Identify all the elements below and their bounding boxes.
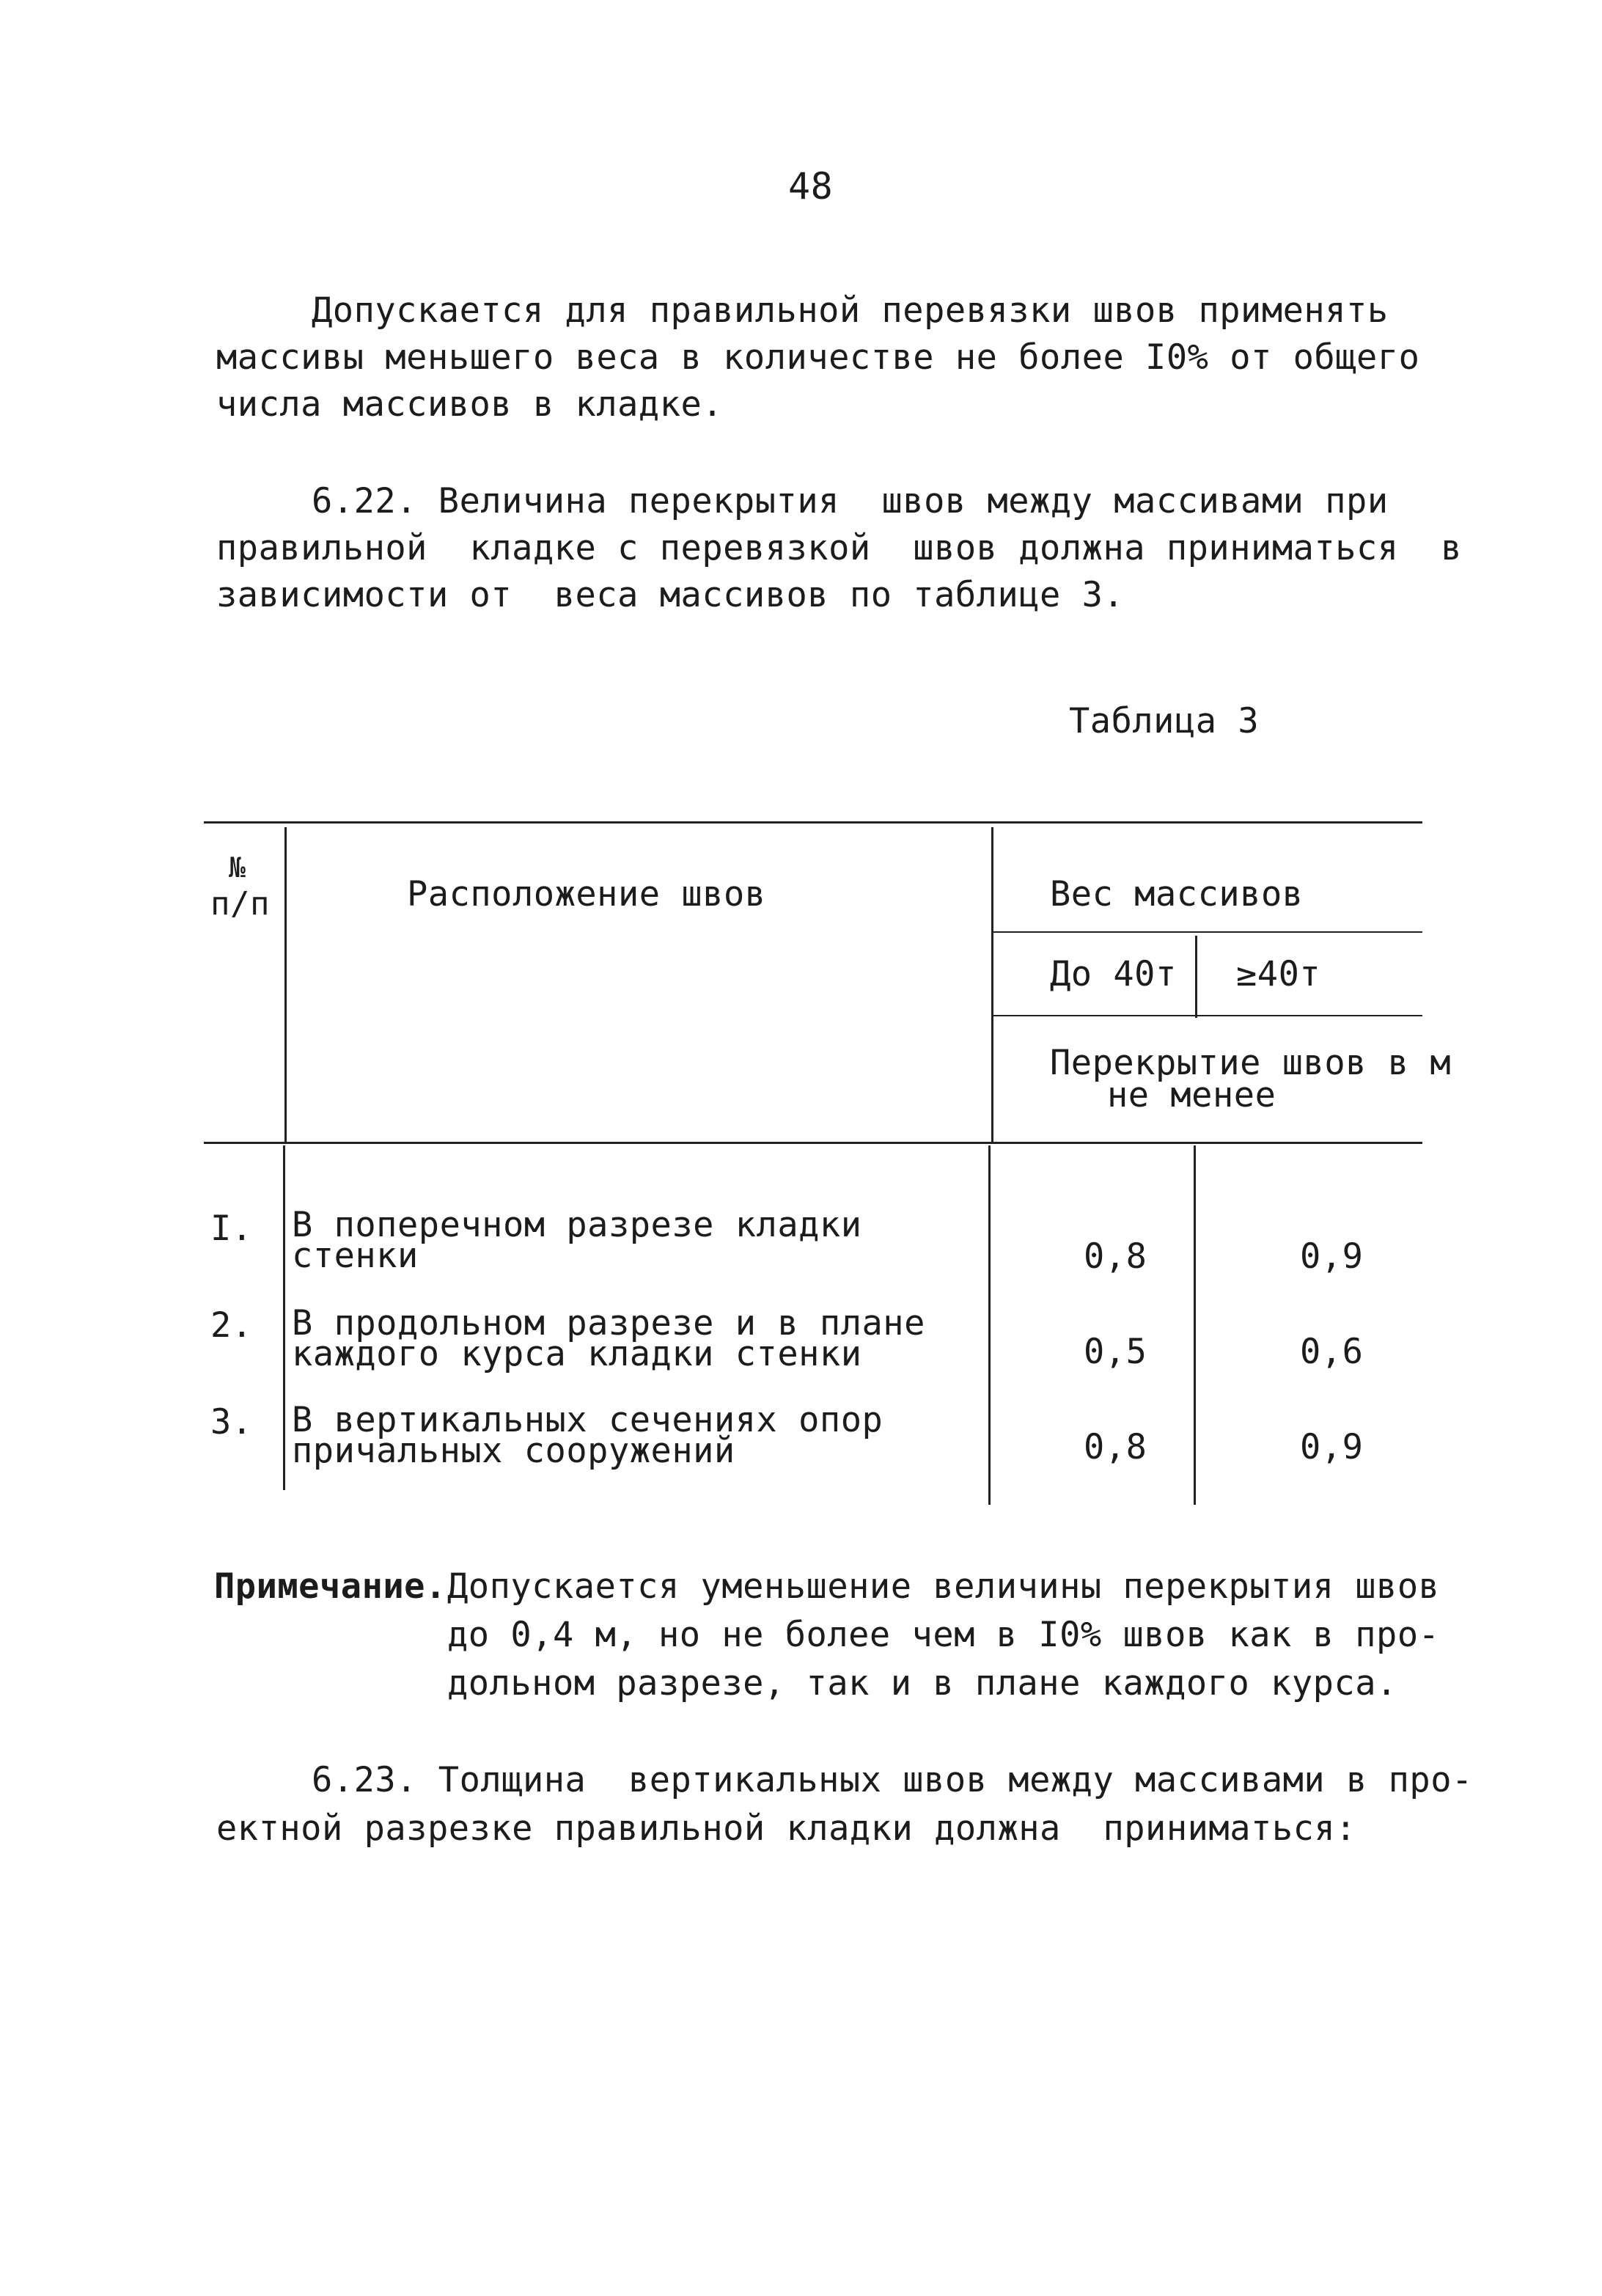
note-line-3: дольном разрезе, так и в плане каждого курса. — [447, 1663, 1397, 1703]
header-num-label: п/п — [210, 885, 270, 923]
header-overlap-line-1: Перекрытие швов в м — [1050, 1043, 1452, 1083]
paragraph-2-line-2: правильной кладке с перевязкой швов должна приниматься в — [216, 528, 1462, 568]
row-1-number: I. — [210, 1208, 253, 1249]
table-top-rule — [204, 821, 1422, 824]
row-2-value-upto-40: 0,5 — [1084, 1332, 1147, 1372]
table-col-divider-2-header — [991, 827, 993, 1143]
row-3-value-ge-40: 0,9 — [1300, 1427, 1364, 1467]
table-col-divider-3-body — [1194, 1145, 1196, 1505]
weight-values-rule — [991, 1015, 1422, 1016]
table-col-divider-1-body — [283, 1145, 285, 1490]
note-label: Примечание. — [214, 1566, 447, 1607]
row-3-text-line-1: В вертикальных сечениях опор — [292, 1400, 883, 1440]
row-1-text-line-1: В поперечном разрезе кладки — [292, 1205, 862, 1245]
row-1-text-line-2: стенки — [292, 1236, 419, 1276]
row-2-text-line-2: каждого курса кладки стенки — [292, 1334, 862, 1374]
row-1-value-ge-40: 0,9 — [1300, 1236, 1364, 1277]
paragraph-1-line-2: массивы меньшего веса в количестве не более I0% от общего — [216, 337, 1420, 378]
header-upto-40: До 40т — [1050, 954, 1177, 994]
row-2-text-line-1: В продольном разрезе и в плане — [292, 1303, 925, 1343]
weight-under-rule — [991, 931, 1422, 933]
row-3-number: 3. — [210, 1402, 253, 1442]
paragraph-3-line-1: 6.23. Толщина вертикальных швов между массивами в про- — [312, 1760, 1473, 1800]
table-caption: Таблица 3 — [1069, 701, 1260, 741]
row-2-value-ge-40: 0,6 — [1300, 1332, 1364, 1372]
row-1-value-upto-40: 0,8 — [1084, 1236, 1147, 1277]
paragraph-1-line-1: Допускается для правильной перевязки швов применять — [312, 290, 1389, 331]
header-location: Расположение швов — [407, 874, 766, 914]
table-col-divider-2-body — [988, 1145, 991, 1505]
header-ge-40: ≥40т — [1236, 954, 1321, 994]
row-3-text-line-2: причальных сооружений — [292, 1431, 735, 1471]
row-3-value-upto-40: 0,8 — [1084, 1427, 1147, 1467]
note-line-2: до 0,4 м, но не более чем в I0% швов как в про- — [447, 1615, 1440, 1655]
table-col-divider-1-header — [284, 827, 287, 1143]
header-num-symbol: № — [229, 851, 246, 884]
weight-sub-divider — [1195, 936, 1197, 1018]
paragraph-1-line-3: числа массивов в кладке. — [216, 384, 724, 425]
page-number: 48 — [788, 165, 834, 208]
paragraph-3-line-2: ектной разрезке правильной кладки должна приниматься: — [216, 1808, 1357, 1849]
paragraph-2-line-3: зависимости от веса массивов по таблице 3. — [216, 575, 1125, 615]
row-2-number: 2. — [210, 1305, 253, 1346]
note-line-1: Допускается уменьшение величины перекрытия швов — [447, 1566, 1440, 1607]
paragraph-2-line-1: 6.22. Величина перекрытия швов между массивами при — [312, 481, 1389, 521]
header-weight: Вес массивов — [1050, 874, 1304, 914]
header-overlap-line-2: не менее — [1107, 1075, 1276, 1115]
table-header-bottom-rule — [204, 1142, 1422, 1144]
